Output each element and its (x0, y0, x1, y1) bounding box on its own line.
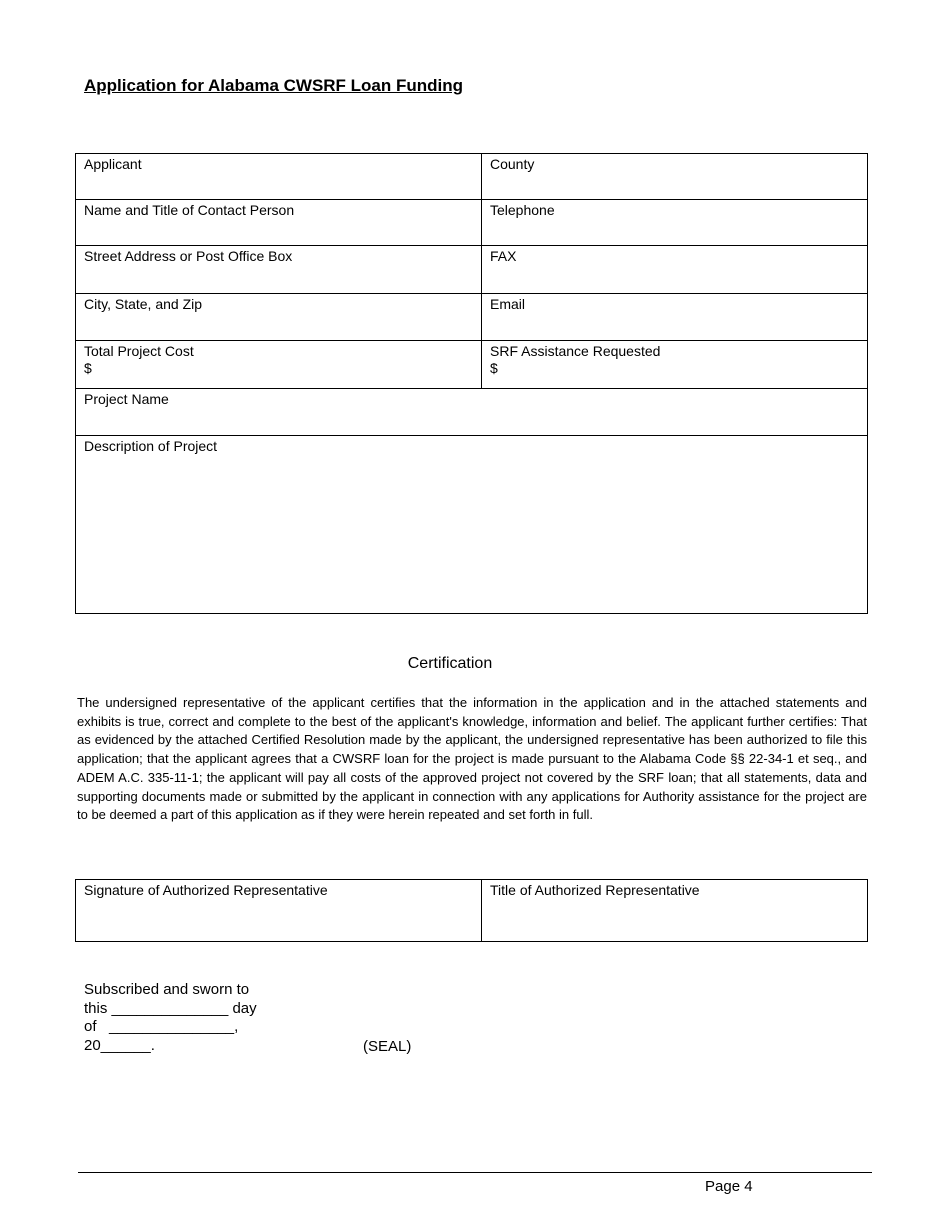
street-address-field[interactable] (76, 246, 482, 294)
sworn-line-year[interactable]: 20______. (84, 1036, 155, 1054)
street-address-label: Street Address or Post Office Box (84, 248, 293, 264)
city-state-zip-field[interactable] (76, 294, 482, 341)
signature-label: Signature of Authorized Representative (84, 882, 328, 898)
county-label: County (490, 156, 535, 172)
contact-person-label: Name and Title of Contact Person (84, 202, 295, 218)
description-field[interactable] (76, 436, 868, 614)
total-project-cost-label: Total Project Cost (84, 343, 194, 359)
application-form-table (75, 153, 868, 614)
representative-title-field[interactable] (482, 880, 868, 942)
representative-title-label: Title of Authorized Representative (490, 882, 700, 898)
seal-label: (SEAL) (363, 1038, 412, 1055)
footer-divider (78, 1172, 872, 1173)
county-field[interactable] (482, 154, 868, 200)
certification-text: The undersigned representative of the applicant certifies that the information in the application and in the attached statements and exhibits is true, correct and complete to the best of the applicant's knowledge, information and belief. The applicant further certifies: That as evidenced by the attached Certified Resolution made by the applicant, the undersigned representative has been authorized to file this application; that the applicant agrees that a CWSRF loan for the project is made pursuant to the Alabama Code §§ 22-34-1 et seq., and ADEM A.C. 335-11-1; the applicant will pay all costs of the approved project not covered by the SRF loan; that all statements, data and supporting documents made or submitted by the applicant in connection with any applications for Authority assistance for the project are to be deemed a part of this application as if they were herein repeated and set forth in full. (77, 695, 867, 823)
project-name-field[interactable] (76, 389, 868, 436)
project-name-label: Project Name (84, 391, 169, 407)
sworn-line-1: Subscribed and sworn to (84, 981, 250, 998)
srf-assistance-label: SRF Assistance Requested (490, 343, 661, 359)
fax-field[interactable] (482, 246, 868, 294)
sworn-statement (84, 981, 257, 1055)
telephone-label: Telephone (490, 202, 555, 218)
total-project-cost-field[interactable] (76, 341, 482, 389)
telephone-field[interactable] (482, 200, 868, 246)
email-field[interactable] (482, 294, 868, 341)
certification-heading: Certification (407, 655, 493, 672)
applicant-label: Applicant (84, 156, 142, 172)
srf-assistance-field[interactable] (482, 341, 868, 389)
applicant-field[interactable] (76, 154, 482, 200)
srf-assistance-currency: $ (490, 360, 498, 376)
signature-table (75, 879, 868, 942)
document-title: Application for Alabama CWSRF Loan Funding (84, 76, 464, 95)
sworn-line-day[interactable]: this ______________ day (84, 999, 257, 1017)
signature-field[interactable] (76, 880, 482, 942)
description-label: Description of Project (84, 438, 218, 454)
city-state-zip-label: City, State, and Zip (84, 296, 203, 312)
total-project-cost-currency: $ (84, 360, 92, 376)
page-number: Page 4 (705, 1178, 753, 1195)
email-label: Email (490, 296, 526, 312)
fax-label: FAX (490, 248, 517, 264)
sworn-line-month[interactable]: of _______________, (84, 1018, 239, 1035)
contact-person-field[interactable] (76, 200, 482, 246)
